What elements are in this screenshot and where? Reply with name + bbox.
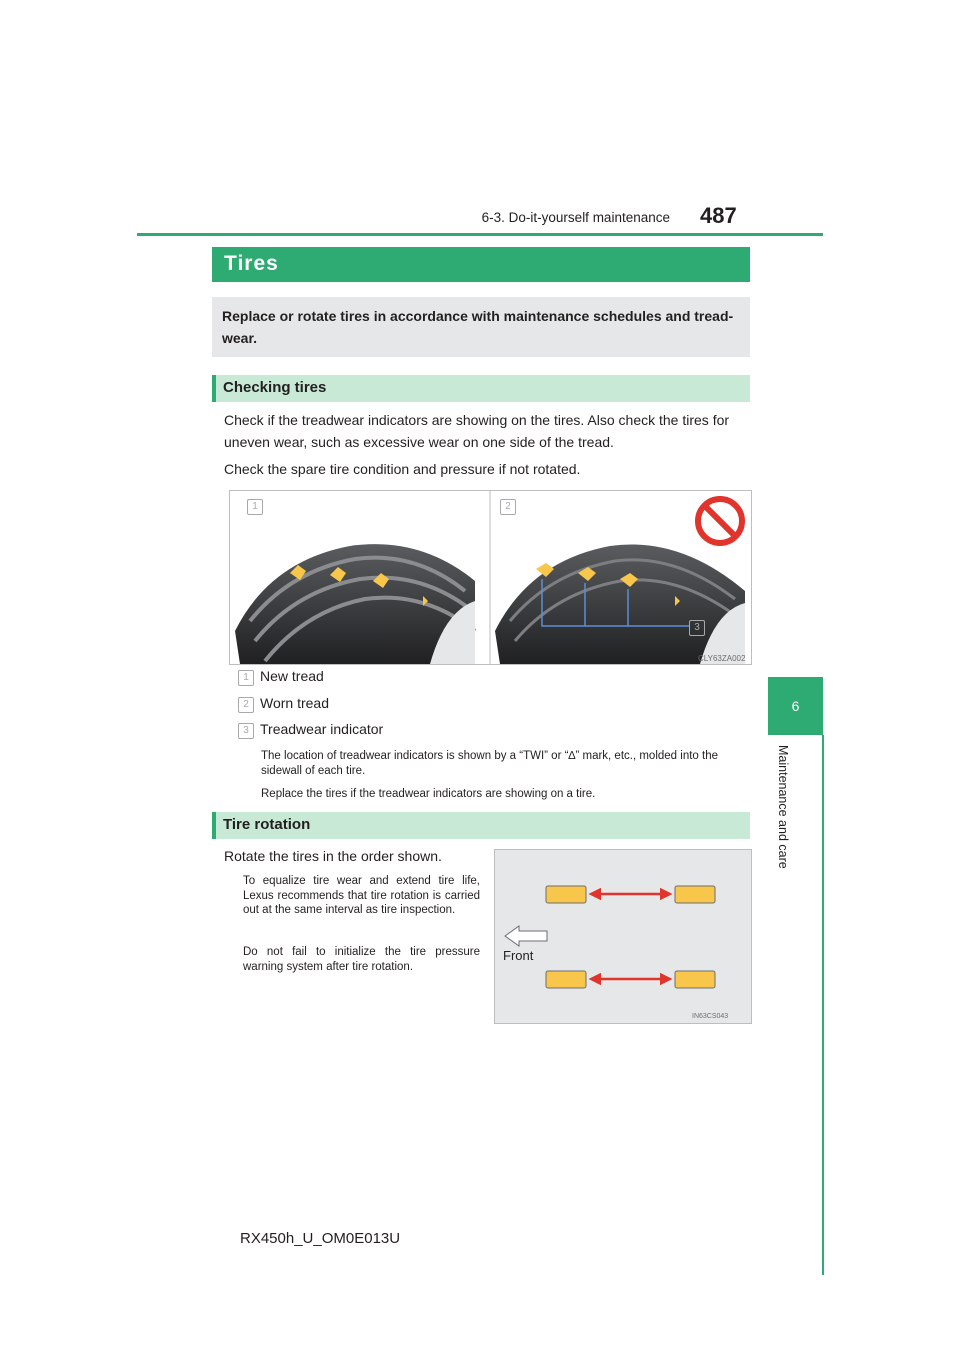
legend-num: 1 bbox=[238, 670, 254, 686]
rotation-note-1: To equalize tire wear and extend tire life, Lexus recommends that tire rotation is carried out at the same interval as tire inspection. bbox=[243, 875, 480, 916]
callout-3: 3 bbox=[689, 620, 705, 636]
worn-tread-tire bbox=[495, 544, 745, 664]
new-tread-tire bbox=[235, 544, 475, 664]
checking-tires-heading bbox=[212, 375, 750, 402]
front-label: Front bbox=[503, 948, 534, 963]
legend-text: Worn tread bbox=[260, 695, 329, 711]
chapter-tab-line bbox=[822, 735, 824, 1275]
figure-code: CLY63ZA002 bbox=[698, 654, 746, 663]
page-title-bar bbox=[212, 247, 750, 282]
legend-text: New tread bbox=[260, 668, 324, 684]
intro-text: Replace or rotate tires in accordance with maintenance schedules and tread-wear. bbox=[222, 308, 734, 346]
tread-illustration bbox=[230, 491, 751, 664]
rear-left-tire bbox=[546, 971, 586, 988]
document-code: RX450h_U_OM0E013U bbox=[240, 1230, 401, 1247]
front-left-tire bbox=[546, 886, 586, 903]
figure-code: IN63CS043 bbox=[692, 1013, 729, 1020]
tire-rotation-heading-text: Tire rotation bbox=[223, 816, 311, 833]
callout-2: 2 bbox=[500, 499, 516, 515]
section-title: 6-3. Do-it-yourself maintenance bbox=[481, 210, 670, 225]
tread-figure bbox=[229, 490, 752, 665]
rotation-paragraph: Rotate the tires in the order shown. bbox=[224, 848, 442, 864]
rotation-diagram bbox=[495, 850, 751, 1023]
intro-box bbox=[212, 297, 750, 357]
rotation-figure bbox=[494, 849, 752, 1024]
legend-text: Treadwear indicator bbox=[260, 721, 384, 737]
legend-num: 2 bbox=[238, 697, 254, 713]
heading-accent bbox=[212, 812, 216, 839]
chapter-tab: 6 bbox=[768, 677, 823, 735]
rear-right-tire bbox=[675, 971, 715, 988]
page-title: Tires bbox=[224, 252, 279, 275]
header-rule bbox=[137, 233, 823, 236]
prohibited-icon bbox=[698, 499, 742, 543]
heading-accent bbox=[212, 375, 216, 402]
page-number: 487 bbox=[700, 203, 737, 228]
front-arrow-icon bbox=[505, 926, 547, 946]
checking-tires-heading-text: Checking tires bbox=[223, 379, 327, 396]
treadwear-note-2: Replace the tires if the treadwear indicators are showing on a tire. bbox=[261, 788, 596, 800]
checking-paragraph-1: Check if the treadwear indicators are showing on the tires. Also check the tires for uneven wear, such as excessive wear on one side of the tread. bbox=[224, 412, 730, 450]
rotation-note-2: Do not fail to initialize the tire pressure warning system after tire rotation. bbox=[243, 946, 480, 973]
callout-1: 1 bbox=[247, 499, 263, 515]
checking-paragraph-2: Check the spare tire condition and pressure if not rotated. bbox=[224, 461, 581, 477]
legend-num: 3 bbox=[238, 723, 254, 739]
treadwear-note-1: The location of treadwear indicators is shown by a “TWI” or “∆” mark, etc., molded into the sidewall of each tire. bbox=[261, 750, 718, 777]
chapter-label: Maintenance and care bbox=[776, 745, 790, 869]
front-right-tire bbox=[675, 886, 715, 903]
tire-rotation-heading bbox=[212, 812, 750, 839]
